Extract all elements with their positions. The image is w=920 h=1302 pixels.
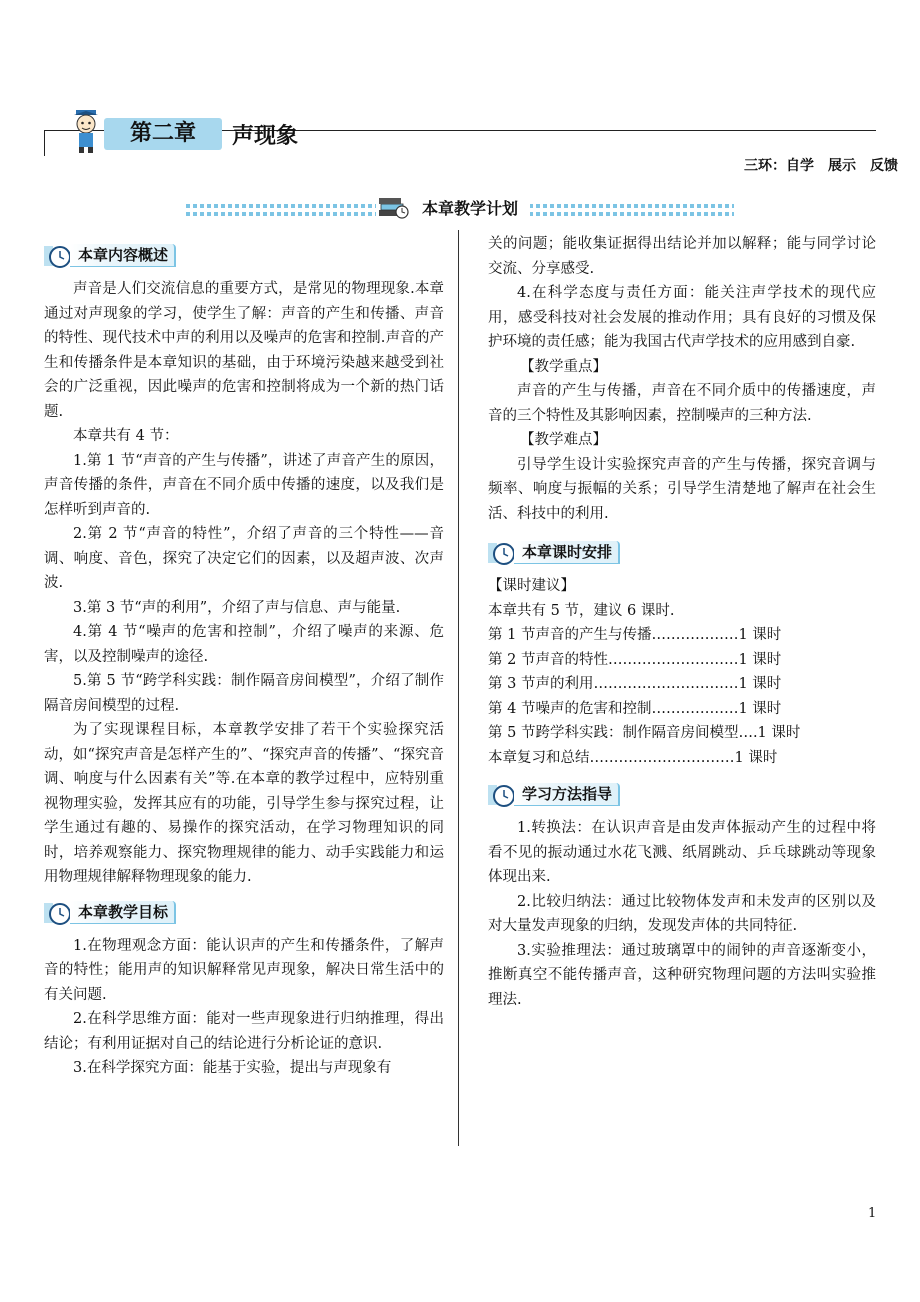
goals-continued: 关的问题；能收集证据得出结论并加以解释；能与同学讨论交流、分享感受.: [488, 236, 876, 277]
chapter-title: 声现象: [232, 124, 299, 149]
section-heading-methods: [488, 782, 876, 808]
section-title: 本章内容概述: [70, 244, 176, 267]
section-heading-goals: [44, 900, 444, 926]
right-column: [488, 232, 876, 1012]
methods-paragraph: 1.转换法：在认识声音是由发声体振动产生的过程中将看不见的振动通过水花飞溅、纸屑跳动、乒乓球跳动等现象体现出来.: [488, 820, 876, 885]
schedule-item: 第 4 节噪声的危害和控制………………1 课时: [488, 700, 782, 717]
section-title: 本章课时安排: [514, 541, 620, 564]
column-divider: [458, 230, 459, 1146]
schedule-item: 第 3 节声的利用…………………………1 课时: [488, 676, 782, 692]
methods-paragraph: 2.比较归纳法：通过比较物体发声和未发声的区别以及对大量发声现象的归纳，发现发声体的共同特征.: [488, 893, 876, 934]
overview-paragraph: 5.第 5 节“跨学科实践：制作隔音房间模型”，介绍了制作隔音房间模型的过程.: [44, 673, 444, 714]
chapter-label: 第二章: [104, 118, 222, 150]
key-points-label: 【教学重点】: [520, 358, 607, 375]
page-number: 1: [868, 1206, 877, 1221]
student-mascot-icon: [70, 108, 102, 154]
goals-paragraph: 2.在科学思维方面：能对一些声现象进行归纳推理，得出结论；有利用证据对自己的结论进行分析论证的意识.: [44, 1011, 444, 1052]
section-title: 学习方法指导: [514, 783, 620, 806]
chapter-rule-left: [44, 130, 45, 156]
section-heading-overview: [44, 243, 444, 269]
overview-paragraph: 为了实现课程目标，本章教学安排了若干个实验探究活动，如“探究声音是怎样产生的”、“探究声音的传播”、“探究音调、响度与什么因素有关”等.在本章的教学过程中，应特别重视物理实验，发挥其应有的功能，引导学生参与探究过程，让学生通过有趣的、易操作的探究活动，在学习物理知识的同时，培养观察能力、探究物理规律的能力、动手实践能力和运用物理规律解释物理现象的能力.: [44, 722, 444, 885]
schedule-item: 第 2 节声音的特性………………………1 课时: [488, 651, 782, 668]
books-icon: [376, 194, 410, 222]
overview-paragraph: 声音是人们交流信息的重要方式，是常见的物理现象.本章通过对声现象的学习，使学生了解：声音的产生和传播、声音的特性、现代技术中声的利用以及噪声的危害和控制.声音的产生和传播条件是本章知识的基础，由于环境污染越来越受到社会的广泛重视，因此噪声的危害和控制将成为一个新的热门话题.: [44, 281, 444, 420]
difficulties-label: 【教学难点】: [520, 432, 607, 448]
goals-paragraph: 3.在科学探究方面：能基于实验，提出与声现象有: [73, 1060, 392, 1076]
schedule-item: 本章复习和总结…………………………1 课时: [488, 749, 778, 766]
difficulties-text: 引导学生设计实验探究声音的产生与传播，探究音调与频率、响度与振幅的关系；引导学生清楚地了解声在社会生活、科技中的利用.: [488, 456, 876, 522]
left-column: [44, 243, 444, 1081]
goals-paragraph: 1.在物理观念方面：能认识声的产生和传播条件，了解声音的特性；能用声的知识解释常见声现象，解决日常生活中的有关问题.: [44, 937, 444, 1003]
overview-paragraph: 3.第 3 节“声的利用”，介绍了声与信息、声与能量.: [73, 599, 401, 616]
section-heading-schedule: [488, 540, 876, 566]
plan-title: 本章教学计划: [410, 196, 530, 222]
overview-paragraph: 本章共有 4 节：: [73, 428, 179, 444]
schedule-item: 第 5 节跨学科实践：制作隔音房间模型….1 课时: [488, 725, 801, 741]
schedule-list: [488, 623, 876, 770]
chapter-loop-tagline: 三环：自学 展示 反馈: [744, 158, 898, 174]
section-title: 本章教学目标: [70, 901, 176, 924]
schedule-item: 第 1 节声音的产生与传播………………1 课时: [488, 627, 782, 643]
plan-banner: [186, 194, 734, 224]
methods-paragraph: 3.实验推理法：通过玻璃罩中的闹钟的声音逐渐变小，推断真空不能传播声音，这种研究物理问题的方法叫实验推理法.: [488, 942, 876, 1008]
key-points-text: 声音的产生与传播，声音在不同介质中的传播速度，声音的三个特性及其影响因素，控制噪声的三种方法.: [488, 383, 876, 424]
schedule-advice-label: 【课时建议】: [488, 578, 575, 594]
overview-paragraph: 2.第 2 节“声音的特性”，介绍了声音的三个特性——音调、响度、音色，探究了决定它们的因素，以及超声波、次声波.: [44, 526, 444, 591]
overview-paragraph: 4.第 4 节“噪声的危害和控制”，介绍了噪声的来源、危害，以及控制噪声的途径.: [44, 624, 444, 665]
overview-paragraph: 1.第 1 节“声音的产生与传播”，讲述了声音产生的原因，声音传播的条件，声音在不同介质中传播的速度，以及我们是怎样听到声音的.: [44, 452, 444, 518]
goals-paragraph: 4.在科学态度与责任方面：能关注声学技术的现代应用，感受科技对社会发展的推动作用；具有良好的习惯及保护环境的责任感；能为我国古代声学技术的应用感到自豪.: [488, 285, 876, 350]
schedule-intro: 本章共有 5 节，建议 6 课时.: [488, 602, 675, 619]
